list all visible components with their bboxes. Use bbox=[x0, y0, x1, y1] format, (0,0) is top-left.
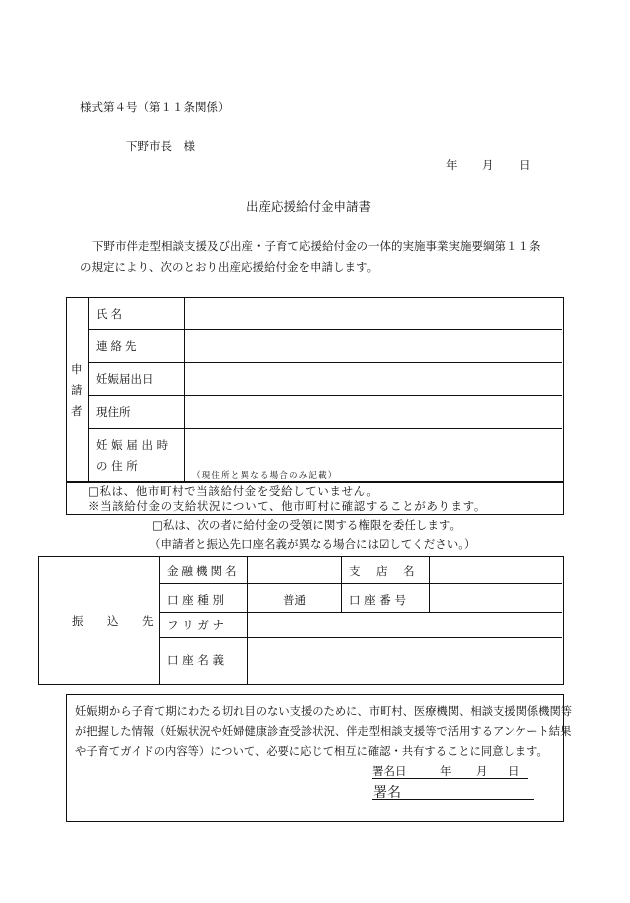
bank-name-field[interactable] bbox=[249, 558, 339, 582]
furigana-field[interactable] bbox=[249, 614, 560, 636]
consent-box bbox=[66, 694, 573, 822]
consent-line-1: 妊娠期から子育て期にわたる切れ目のない支援のために、市町村、医療機関、相談支援関係機関等 bbox=[75, 705, 573, 718]
pregnancy-date-field[interactable] bbox=[186, 364, 560, 394]
transfer-side-label: 振 込 先 bbox=[72, 614, 160, 628]
signature-underline bbox=[372, 799, 534, 800]
address-note: （現住所と異なる場合のみ記載） bbox=[192, 471, 338, 481]
account-type-value: 普通 bbox=[283, 593, 306, 607]
delegate-note: （申請者と振込先口座名義が異なる場合には☑してください。） bbox=[149, 537, 476, 551]
sign-date-month: 月 bbox=[476, 764, 488, 778]
delegate-checkbox[interactable]: □私は、次の者に給付金の受領に関する権限を委任します。 bbox=[152, 518, 461, 532]
sign-date-label: 署名日 bbox=[372, 764, 407, 778]
label-pregnancy-date: 妊娠届出日 bbox=[96, 372, 154, 386]
applicant-side-label-2: 請 bbox=[71, 383, 83, 397]
label-contact: 連絡先 bbox=[96, 339, 140, 353]
label-account-holder: 口 座 名 義 bbox=[167, 653, 224, 667]
intro-line-2: の規定により、次のとおり出産応援給付金を申請します。 bbox=[80, 260, 379, 274]
branch-field[interactable] bbox=[431, 558, 560, 582]
sign-date-underline bbox=[372, 778, 528, 779]
label-account-type: 口 座 種 別 bbox=[167, 593, 224, 607]
consent-line-2: が把握した情報（妊娠状況や妊婦健康診査受診状況、伴走型相談支援等で活用するアンケート結果 bbox=[75, 725, 572, 738]
account-number-field[interactable] bbox=[431, 585, 560, 611]
address-at-notice-field[interactable] bbox=[186, 430, 560, 468]
addressee: 下野市長 様 bbox=[126, 139, 195, 153]
signature-field[interactable] bbox=[404, 782, 534, 799]
confirm-note: ※当該給付金の支給状況について、他市町村に確認することがあります。 bbox=[88, 499, 486, 513]
form-number: 様式第４号（第１１条関係） bbox=[80, 100, 230, 114]
date-year: 年 bbox=[446, 158, 458, 172]
label-furigana: フ リ ガ ナ bbox=[167, 618, 224, 632]
current-address-field[interactable] bbox=[186, 397, 560, 427]
label-name: 氏名 bbox=[96, 307, 125, 321]
label-bank-name: 金融機関名 bbox=[167, 564, 240, 578]
name-field[interactable] bbox=[186, 299, 560, 328]
not-received-checkbox[interactable]: □私は、他市町村で当該給付金を受給していません。 bbox=[88, 484, 379, 498]
label-branch: 支 店 名 bbox=[349, 564, 417, 578]
sign-date-day: 日 bbox=[508, 764, 520, 778]
sign-date-field[interactable] bbox=[406, 760, 528, 778]
applicant-side-label-1: 申 bbox=[71, 362, 83, 376]
signature-label: 署名 bbox=[373, 785, 401, 801]
label-current-address: 現住所 bbox=[96, 405, 131, 419]
applicant-side-label-3: 者 bbox=[71, 404, 83, 418]
date-day: 日 bbox=[519, 158, 531, 172]
contact-field[interactable] bbox=[186, 331, 560, 361]
account-holder-field[interactable] bbox=[249, 639, 560, 682]
intro-line-1: 下野市伴走型相談支援及び出産・子育て応援給付金の一体的実施事業実施要綱第１１条 bbox=[92, 239, 541, 253]
sign-date-year: 年 bbox=[440, 764, 452, 778]
page-title: 出産応援給付金申請書 bbox=[246, 199, 372, 214]
label-address-at-notice-2: の 住 所 bbox=[96, 459, 138, 473]
label-account-number: 口 座 番 号 bbox=[349, 593, 406, 607]
label-address-at-notice-1: 妊 娠 届 出 時 bbox=[96, 438, 169, 452]
consent-line-3: や子育てガイドの内容等）について、必要に応じて相互に確認・共有することに同意します。 bbox=[75, 745, 548, 758]
date-month: 月 bbox=[482, 158, 494, 172]
